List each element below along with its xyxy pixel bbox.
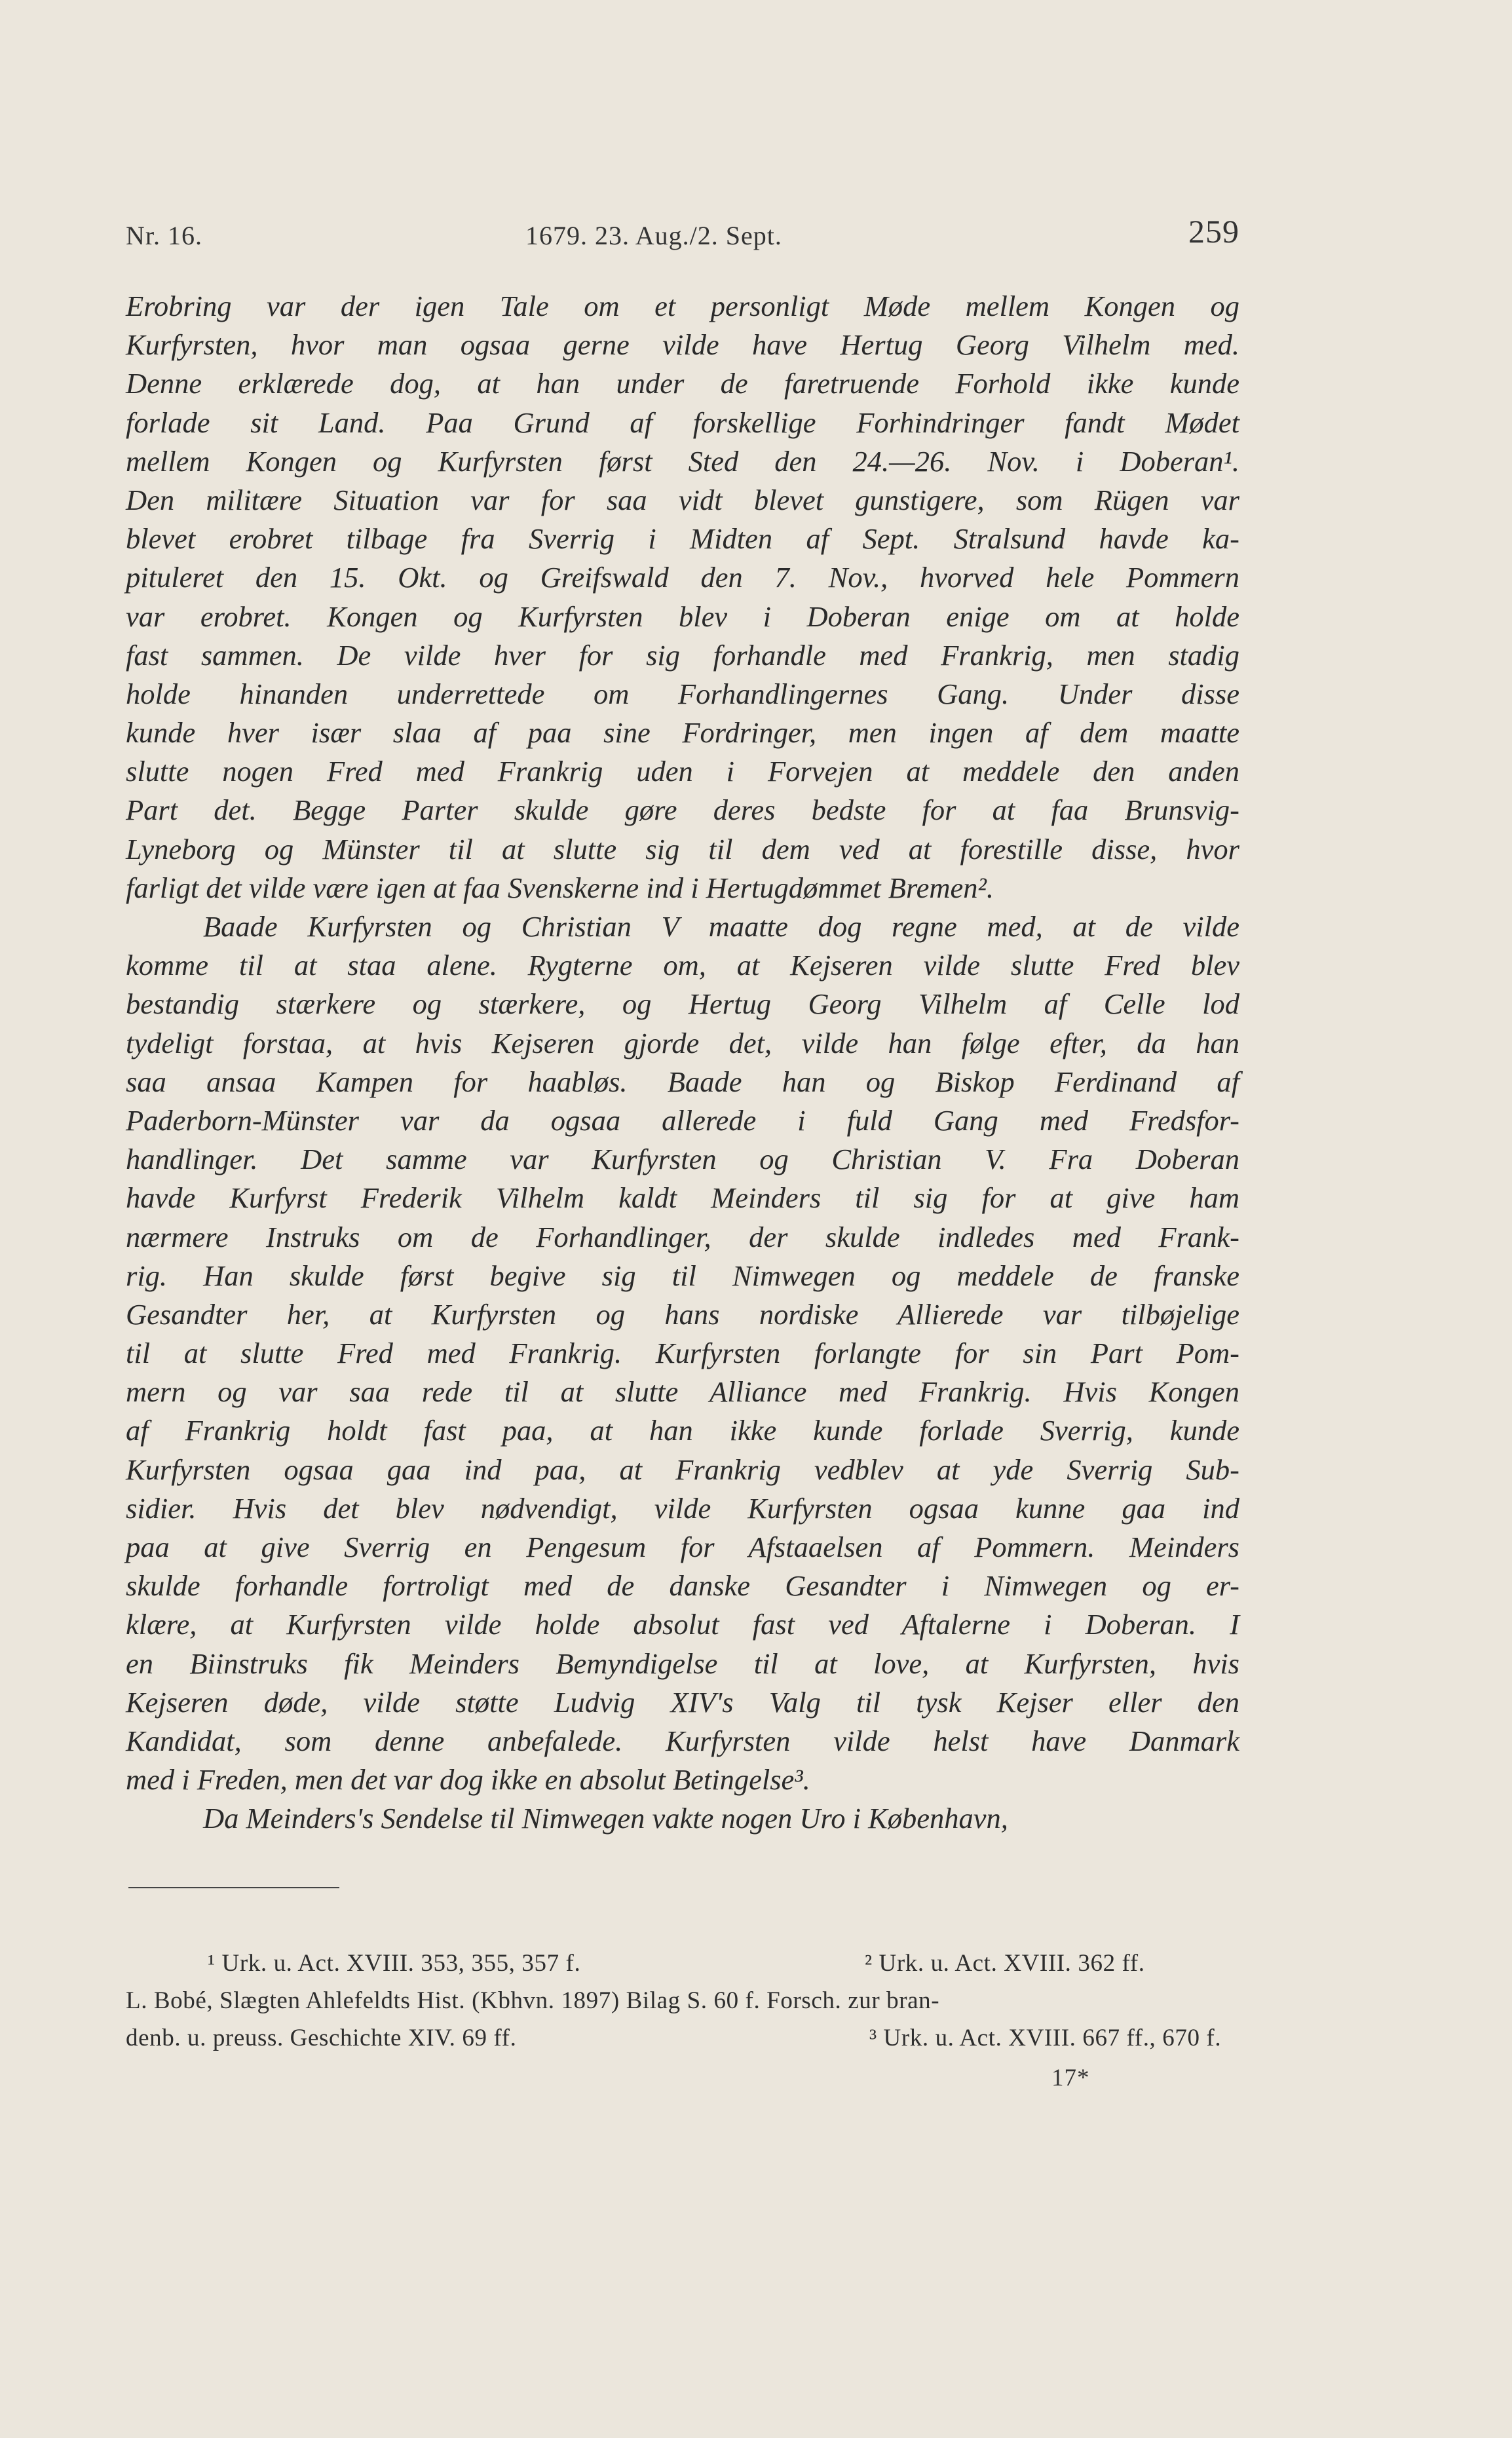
text-line: med i Freden, men det var dog ikke en absolut Betingelse³. (126, 1763, 810, 1797)
text-line: nærmere Instruks om de Forhandlinger, der skulde indledes med Frank- (126, 1220, 1239, 1253)
text-line: tydeligt forstaa, at hvis Kejseren gjorde det, vilde han følge efter, da han (126, 1026, 1239, 1059)
text-line: Lyneborg og Münster til at slutte sig til dem ved at forestille disse, hvor (126, 832, 1239, 866)
footnote-divider (128, 1887, 339, 1888)
text-line: paa at give Sverrig en Pengesum for Afstaaelsen af Pommern. Meinders (126, 1531, 1239, 1563)
text-line: skulde forhandle fortroligt med de danske Gesandter i Nimwegen og er- (126, 1569, 1239, 1603)
text-line: komme til at staa alene. Rygterne om, at Kejseren vilde slutte Fred blev (126, 949, 1239, 982)
footnote-line (126, 1982, 1239, 2019)
footnotes (126, 1945, 1239, 2057)
text-line: Kejseren døde, vilde støtte Ludvig XIV's Valg til tysk Kejser eller den (126, 1685, 1239, 1719)
text-line: Part det. Begge Parter skulde gøre deres bedste for at faa Brunsvig- (126, 793, 1239, 827)
footnote-2-continued: L. Bobé, Slægten Ahlefeldts Hist. (Kbhvn. 1897) Bilag S. 60 f. Forsch. zur bran- (126, 1987, 940, 2014)
signature-mark: 17* (1051, 2065, 1090, 2091)
text-line: slutte nogen Fred med Frankrig uden i Forvejen at meddele den anden (126, 755, 1239, 788)
text-line: saa ansaa Kampen for haabløs. Baade han og Biskop Ferdinand af (126, 1065, 1239, 1098)
text-line: var erobret. Kongen og Kurfyrsten blev i Doberan enige om at holde (126, 600, 1239, 633)
text-line: mern og var saa rede til at slutte Alliance med Frankrig. Hvis Kongen (126, 1375, 1239, 1409)
footnote-line (126, 2019, 1239, 2057)
text-line: klære, at Kurfyrsten vilde holde absolut fast ved Aftalerne i Doberan. I (126, 1608, 1239, 1641)
footnote-line (126, 1945, 1239, 1982)
text-line: Kurfyrsten ogsaa gaa ind paa, at Frankrig vedblev at yde Sverrig Sub- (126, 1453, 1239, 1486)
text-line: handlinger. Det samme var Kurfyrsten og Christian V. Fra Doberan (126, 1143, 1239, 1176)
text-line: Baade Kurfyrsten og Christian V maatte dog regne med, at de vilde (203, 910, 1239, 943)
running-header (126, 213, 1239, 256)
text-line: blevet erobret tilbage fra Sverrig i Midten af Sept. Stralsund havde ka- (126, 522, 1239, 556)
text-line: kunde hver især slaa af paa sine Fordringer, men ingen af dem maatte (126, 716, 1239, 750)
body-text (126, 287, 1239, 1838)
document-number: Nr. 16. (126, 221, 202, 250)
footnote-1: ¹ Urk. u. Act. XVIII. 353, 355, 357 f. (208, 1950, 581, 1977)
text-line: Da Meinders's Sendelse til Nimwegen vakte nogen Uro i København, (203, 1802, 1008, 1835)
text-line: bestandig stærkere og stærkere, og Hertug Georg Vilhelm af Celle lod (126, 987, 1239, 1021)
text-line: fast sammen. De vilde hver for sig forhandle med Frankrig, men stadig (126, 638, 1239, 672)
text-line: farligt det vilde være igen at faa Svenskerne ind i Hertugdømmet Bremen². (126, 871, 994, 904)
text-line: en Biinstruks fik Meinders Bemyndigelse til at love, at Kurfyrsten, hvis (126, 1647, 1239, 1680)
text-line: havde Kurfyrst Frederik Vilhelm kaldt Meinders til sig for at give ham (126, 1181, 1239, 1215)
text-line: af Frankrig holdt fast paa, at han ikke kunde forlade Sverrig, kunde (126, 1414, 1239, 1447)
text-line: mellem Kongen og Kurfyrsten først Sted den 24.—26. Nov. i Doberan¹. (126, 444, 1239, 478)
text-line: holde hinanden underrettede om Forhandlingernes Gang. Under disse (126, 677, 1239, 710)
text-line: rig. Han skulde først begive sig til Nimwegen og meddele de franske (126, 1259, 1239, 1292)
text-line: Denne erklærede dog, at han under de faretruende Forhold ikke kunde (126, 367, 1239, 400)
text-line: Kurfyrsten, hvor man ogsaa gerne vilde have Hertug Georg Vilhelm med. (126, 328, 1239, 362)
text-line: til at slutte Fred med Frankrig. Kurfyrsten forlangte for sin Part Pom- (126, 1337, 1239, 1370)
text-line: Gesandter her, at Kurfyrsten og hans nordiske Allierede var tilbøjelige (126, 1297, 1239, 1331)
text-line: forlade sit Land. Paa Grund af forskellige Forhindringer fandt Mødet (126, 406, 1239, 439)
footnote-2-end: denb. u. preuss. Geschichte XIV. 69 ff. (126, 2025, 517, 2051)
footnote-3: ³ Urk. u. Act. XVIII. 667 ff., 670 f. (869, 2025, 1222, 2051)
text-line: Erobring var der igen Tale om et personligt Møde mellem Kongen og (126, 290, 1239, 322)
text-line: Kandidat, som denne anbefalede. Kurfyrsten vilde helst have Danmark (126, 1724, 1239, 1757)
text-line: pituleret den 15. Okt. og Greifswald den 7. Nov., hvorved hele Pommern (126, 561, 1239, 594)
header-date: 1679. 23. Aug./2. Sept. (525, 221, 782, 250)
text-line: Paderborn-Münster var da ogsaa allerede i fuld Gang med Fredsfor- (126, 1103, 1239, 1137)
page-number: 259 (1188, 213, 1239, 250)
text-line: sidier. Hvis det blev nødvendigt, vilde Kurfyrsten ogsaa kunne gaa ind (126, 1491, 1239, 1525)
footnote-2: ² Urk. u. Act. XVIII. 362 ff. (865, 1950, 1145, 1977)
text-line: Den militære Situation var for saa vidt blevet gunstigere, som Rügen var (126, 483, 1239, 516)
